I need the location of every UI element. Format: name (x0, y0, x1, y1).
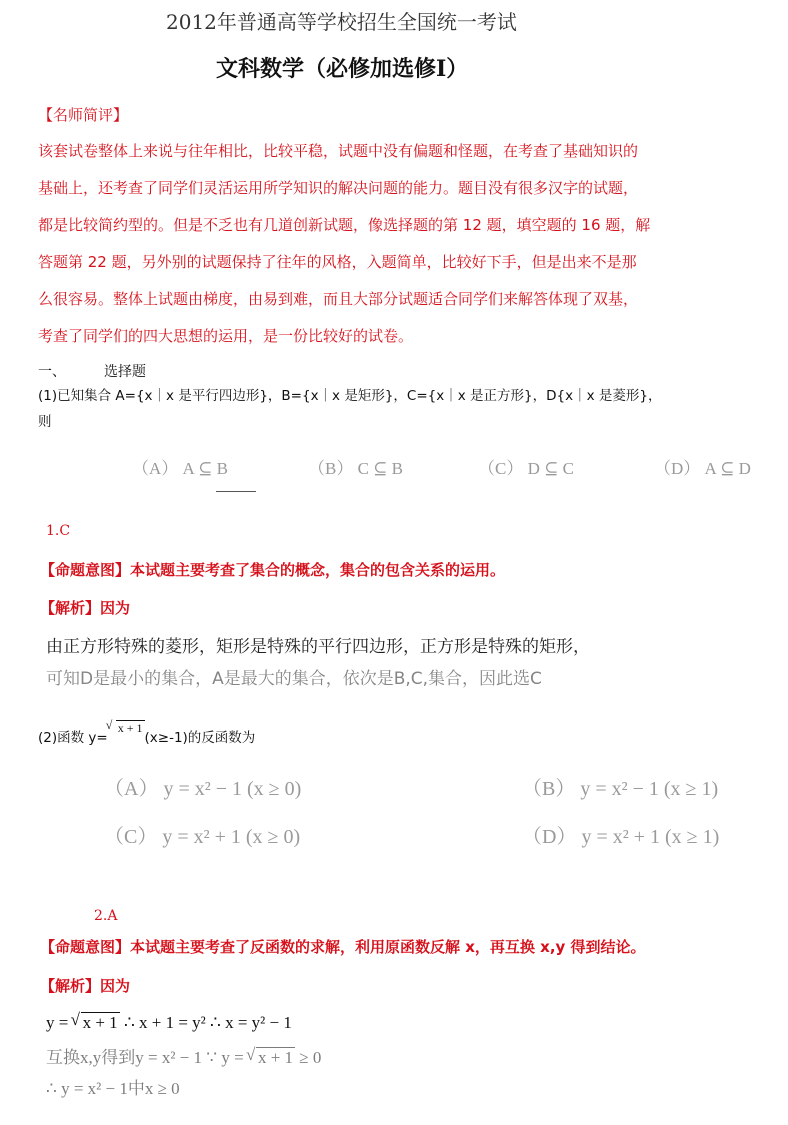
q1-stem-line2: 则 (38, 414, 52, 430)
q1-analysis (40, 597, 130, 618)
q1-option-a: （A） A ⊆ B (132, 459, 228, 478)
subject-title: 文科数学（必修加选修Ⅰ） (216, 56, 469, 82)
q2-answer: 2.A (94, 908, 118, 924)
q2-step3: ∴ y = x² − 1中x ≥ 0 (46, 1079, 180, 1098)
q2-analysis-label: 【解析】 (40, 977, 101, 995)
q2-option-b: （B） y = x² − 1 (x ≥ 1) (522, 778, 719, 800)
q1-answer-underline (216, 491, 256, 492)
review-line-2: 基础上，还考查了同学们灵活运用所学知识的解决问题的能力。题目没有很多汉字的试题， (38, 179, 639, 197)
q2-stem-suffix: (x≥-1)的反函数为 (144, 730, 256, 746)
review-line-4: 答题第 22 题，另外别的试题保持了往年的风格，入题简单，比较好下手，但是出来不是那 (38, 253, 637, 271)
q2-stem-radicand: x + 1 (117, 721, 143, 735)
review-line-6: 考查了同学们的四大思想的运用，是一份比较好的试卷。 (38, 327, 414, 345)
q2-step1-radical (81, 1012, 120, 1033)
q1-analysis-label: 【解析】 (40, 599, 101, 617)
q2-intent-text: 本试题主要考查了反函数的求解，利用原函数反解 x，再互换 x,y 得到结论。 (130, 938, 646, 956)
q1-answer: 1.C (46, 523, 71, 539)
q1-solution-line2: 可知D是最小的集合，A是最大的集合，依次是B,C,集合，因此选C (46, 669, 542, 689)
q1-intent-label: 【命题意图】 (40, 561, 131, 579)
review-heading: 【名师简评】 (38, 106, 129, 124)
exam-title: 2012年普通高等学校招生全国统一考试 (166, 10, 517, 34)
section-name: 选择题 (104, 364, 146, 380)
q2-stem (38, 721, 256, 746)
q2-step2-b: ≥ 0 (295, 1048, 322, 1067)
q2-stem-radical (116, 720, 145, 736)
q2-intent-label: 【命题意图】 (40, 938, 131, 956)
review-line-5: 么很容易。整体上试题由梯度，由易到难，而且大部分试题适合同学们来解答体现了双基， (38, 290, 639, 308)
q2-analysis-text: 因为 (100, 977, 131, 995)
section-number: 一、 (38, 364, 66, 380)
q1-intent (40, 559, 505, 580)
q2-step1 (46, 1012, 292, 1033)
q1-option-b: （B） C ⊆ B (308, 459, 404, 478)
q2-step2-radical (256, 1047, 295, 1068)
q2-analysis (40, 975, 130, 996)
q2-stem-prefix: (2)函数 y= (38, 730, 108, 746)
q1-solution-line1: 由正方形特殊的菱形，矩形是特殊的平行四边形，正方形是特殊的矩形， (46, 637, 590, 657)
q1-stem-line1: (1)已知集合 A={x｜x 是平行四边形}，B={x｜x 是矩形}，C={x｜x 是正方形}，D{x｜x 是菱形}， (38, 388, 662, 404)
q1-option-c: （C） D ⊆ C (478, 459, 574, 478)
q2-intent (40, 936, 646, 957)
q2-option-d: （D） y = x² + 1 (x ≥ 1) (522, 826, 720, 848)
q2-option-a: （A） y = x² − 1 (x ≥ 0) (104, 778, 302, 800)
q2-step2 (46, 1043, 321, 1068)
q2-step1-a: y = (46, 1013, 73, 1032)
q2-step1-radicand: x + 1 (82, 1013, 118, 1032)
review-line-1: 该套试卷整体上来说与往年相比，比较平稳，试题中没有偏题和怪题，在考查了基础知识的 (38, 142, 639, 160)
q2-step1-b: ∴ x + 1 = y² ∴ x = y² − 1 (119, 1013, 292, 1032)
q1-intent-text: 本试题主要考查了集合的概念，集合的包含关系的运用。 (130, 561, 506, 579)
q2-option-c: （C） y = x² + 1 (x ≥ 0) (104, 826, 301, 848)
q1-option-d: （D） A ⊆ D (654, 459, 751, 478)
q2-step2-a: 互换x,y得到y = x² − 1 ∵ y = (46, 1048, 248, 1067)
q1-analysis-text: 因为 (100, 599, 131, 617)
q2-step2-radicand: x + 1 (257, 1048, 294, 1067)
review-line-3: 都是比较简约型的。但是不乏也有几道创新试题，像选择题的第 12 题，填空题的 16 题，解 (38, 216, 651, 234)
